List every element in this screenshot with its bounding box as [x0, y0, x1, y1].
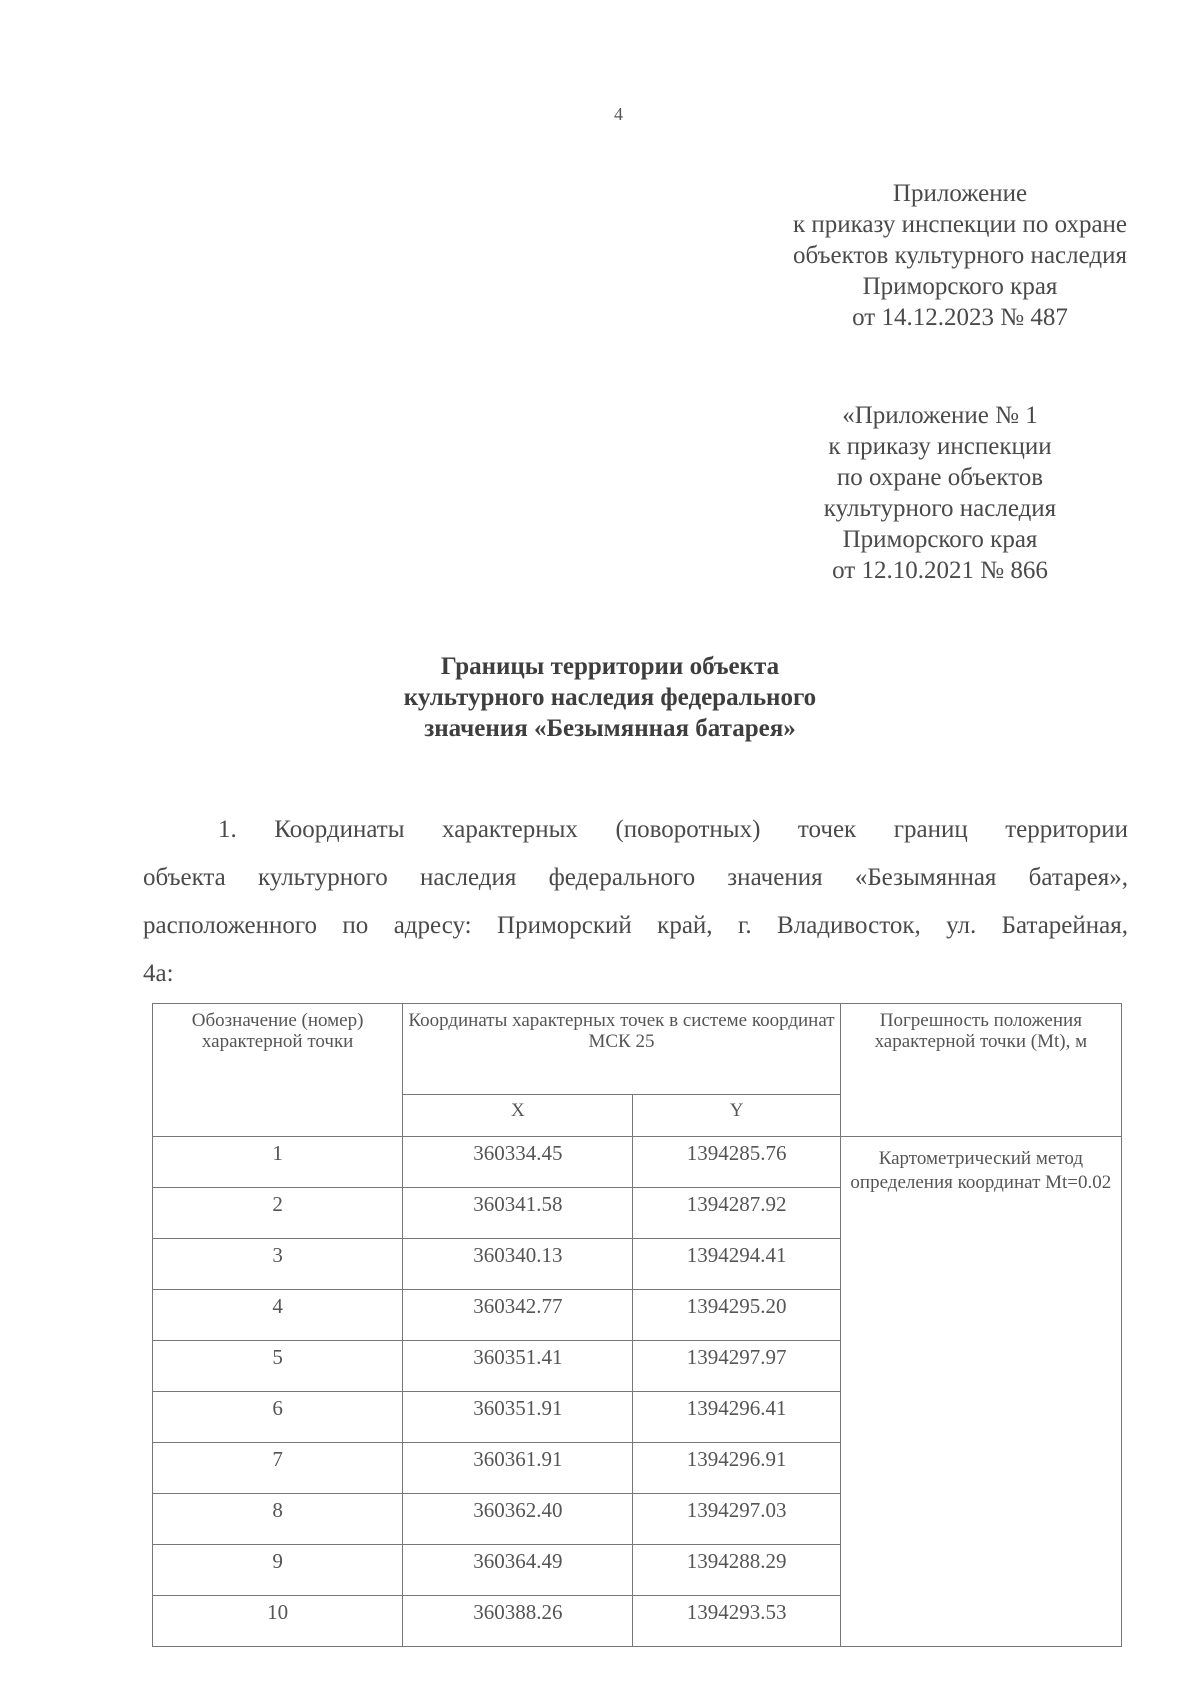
appendix-current-line: объектов культурного наследия — [793, 242, 1127, 269]
y-coordinate: 1394287.92 — [633, 1188, 840, 1239]
y-coordinate: 1394296.41 — [633, 1392, 840, 1443]
header-y: Y — [633, 1095, 840, 1137]
paragraph-line: объекта культурного наследия федерального значения «Безымянная батарея», — [143, 864, 1128, 891]
paragraph-line: расположенного по адресу: Приморский край, г. Владивосток, ул. Батарейная, — [143, 912, 1128, 939]
x-coordinate: 360351.41 — [403, 1341, 633, 1392]
header-point-designation: Обозначение (номер) характерной точки — [153, 1004, 403, 1137]
header-x: X — [403, 1095, 633, 1137]
point-number: 10 — [153, 1596, 403, 1647]
x-coordinate: 360351.91 — [403, 1392, 633, 1443]
x-coordinate: 360388.26 — [403, 1596, 633, 1647]
header-coordinates: Координаты характерных точек в системе координат МСК 25 — [403, 1004, 840, 1095]
appendix-current-line: Приложение — [892, 180, 1028, 207]
point-number: 4 — [153, 1290, 403, 1341]
point-number: 7 — [153, 1443, 403, 1494]
point-number: 1 — [153, 1137, 403, 1188]
accuracy-value: Картометрический метод определения координат Mt=0.02 — [840, 1137, 1121, 1647]
point-number: 9 — [153, 1545, 403, 1596]
y-coordinate: 1394285.76 — [633, 1137, 840, 1188]
table-row — [153, 1137, 1122, 1188]
x-coordinate: 360361.91 — [403, 1443, 633, 1494]
appendix-current-line: к приказу инспекции по охране — [792, 211, 1128, 238]
y-coordinate: 1394294.41 — [633, 1239, 840, 1290]
appendix-previous-line: Приморского края — [842, 526, 1038, 553]
x-coordinate: 360341.58 — [403, 1188, 633, 1239]
paragraph-line: 1. Координаты характерных (поворотных) точек границ территории — [218, 816, 1128, 843]
appendix-previous-line: культурного наследия — [823, 495, 1057, 522]
x-coordinate: 360364.49 — [403, 1545, 633, 1596]
header-accuracy: Погрешность положения характерной точки (Mt), м — [840, 1004, 1121, 1137]
appendix-previous-header — [790, 400, 1090, 586]
document-title — [300, 651, 920, 744]
point-number: 5 — [153, 1341, 403, 1392]
y-coordinate: 1394297.97 — [633, 1341, 840, 1392]
point-number: 3 — [153, 1239, 403, 1290]
document-title-line: значения «Безымянная батарея» — [424, 715, 796, 742]
appendix-current-line: от 14.12.2023 № 487 — [852, 304, 1068, 331]
appendix-current-header — [740, 178, 1180, 333]
appendix-current-line: Приморского края — [862, 273, 1058, 300]
point-number: 8 — [153, 1494, 403, 1545]
point-number: 2 — [153, 1188, 403, 1239]
document-title-line: Границы территории объекта — [440, 653, 780, 680]
x-coordinate: 360342.77 — [403, 1290, 633, 1341]
coordinates-paragraph — [143, 806, 1128, 998]
appendix-previous-line: «Приложение № 1 — [842, 402, 1038, 429]
point-number: 6 — [153, 1392, 403, 1443]
x-coordinate: 360340.13 — [403, 1239, 633, 1290]
y-coordinate: 1394295.20 — [633, 1290, 840, 1341]
x-coordinate: 360334.45 — [403, 1137, 633, 1188]
page-number: 4 — [614, 104, 623, 124]
appendix-previous-line: от 12.10.2021 № 866 — [832, 557, 1048, 584]
document-title-line: культурного наследия федерального — [403, 684, 817, 711]
y-coordinate: 1394288.29 — [633, 1545, 840, 1596]
coordinates-table — [152, 1003, 1122, 1647]
y-coordinate: 1394296.91 — [633, 1443, 840, 1494]
y-coordinate: 1394297.03 — [633, 1494, 840, 1545]
y-coordinate: 1394293.53 — [633, 1596, 840, 1647]
paragraph-line: 4а: — [143, 960, 174, 987]
x-coordinate: 360362.40 — [403, 1494, 633, 1545]
appendix-previous-line: по охране объектов — [836, 464, 1044, 491]
appendix-previous-line: к приказу инспекции — [828, 433, 1052, 460]
